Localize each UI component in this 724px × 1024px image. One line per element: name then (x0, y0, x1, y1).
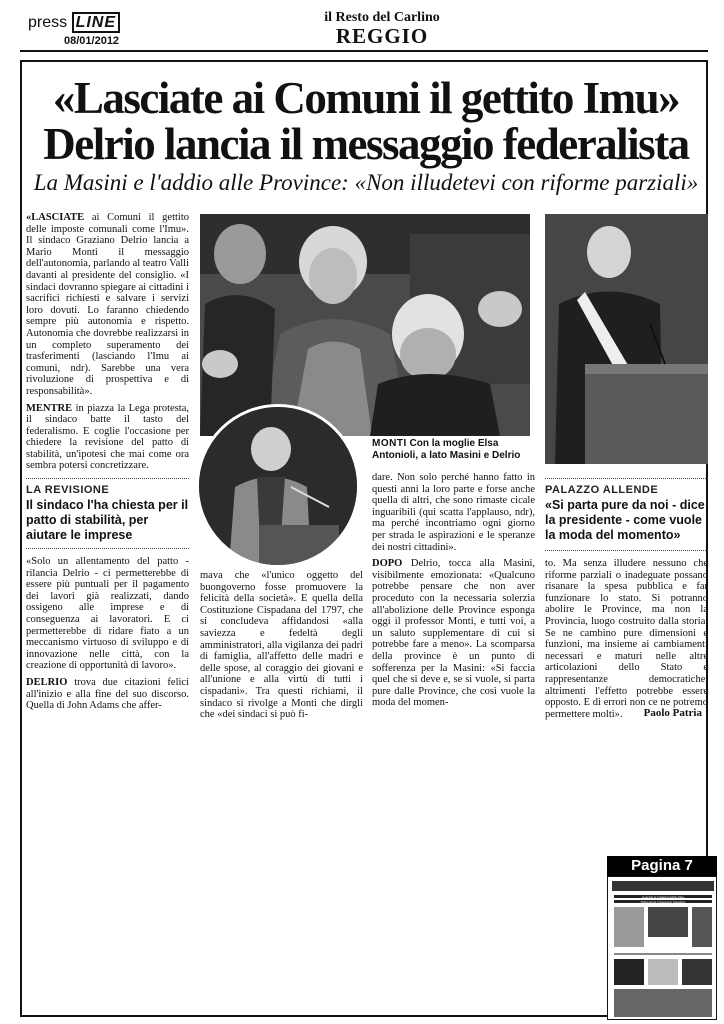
col3-lead-2: DOPO (372, 558, 403, 570)
page-thumbnail-image (608, 877, 717, 1020)
col2-paragraph-1: mava che «l'unico oggetto del buongoverno fosse promuovere la felicità della società». E quella della Costituzione Cispadana del 1797, che si concludeva affidandosi «alla saviezza e fedeltà degli amministratori, alla vigilanza dei padri di famiglia, all'affetto delle madri e delle spose, al coraggio dei giovani e all'unione e alla virtù di tutti i cispadani». Tra questi richiami, il sindaco si rivolge a Monti che dirgli che «dei sindaci si può fi- (200, 570, 363, 721)
column-3 (372, 472, 535, 714)
subhead-right: «Si parta pure da noi - dice la presidente - come vuole la moda del momento» (545, 498, 705, 542)
caption-text: Con la moglie Elsa Antonioli, a lato Masini e Delrio (372, 438, 521, 461)
headline-second: Delrio lancia il messaggio federalista (43, 119, 689, 169)
photo-delrio-podium (545, 214, 708, 464)
page-thumbnail (607, 876, 717, 1020)
col1-text-1: ai Comuni il gettito delle imposte comunali come l'Imu». Il sindaco Graziano Delrio lancia a Mario Monti il messaggio dell'autonomia, parlando al teatro Valli davanti al presidente del consiglio. «I sindaci dovranno spiegare ai cittadini i sacrifici richiesti e salvare i servizi loro dovuti. Lo faranno chiedendo sempre più autonomia e rispetto. Autonomia che dovrebbe realizzarsi in un completo superamento dei trasferimenti (lasciando l'Imu ai comuni, ndr). Sarebbe una vera rivoluzione di prospettiva e di responsabilità». (26, 212, 189, 397)
col4-paragraph-1: to. Ma senza illudere nessuno che riforme parziali o inadeguate possano risanare la spesa pubblica e far funzionare lo stato. Si potranno abolire le Province, ma non la Provincia, luogo costruito dalla storia. Se ne cambino pure dimensioni e funzioni, ma insieme ai cambiamenti necessari e maturi nelle altre articolazioni dello Stato e rappresentanze democratiche, altrimenti l'effetto potrebbe essere opposto. E di errori non ce ne potremo permettere molti». (545, 558, 708, 720)
photo-delrio-podium-image (545, 214, 708, 464)
pressline-logo (28, 14, 120, 32)
col3-paragraph-1: dare. Non solo perché hanno fatto in questi anni la loro parte e forse anche quella di altri, che sono rimaste cicale inguaribili (qui scatta l'applauso, ndr), ma perché incontriamo ogni giorno per strada le aspirazioni e le speranze dei nostri cittadini». (372, 472, 535, 553)
column-2 (200, 570, 363, 726)
subhead-left: Il sindaco l'ha chiesta per il patto di stabilità, per aiutare le imprese (26, 498, 189, 542)
press-date: 08/01/2012 (64, 35, 120, 47)
subheadline: La Masini e l'addio alle Province: «Non illudetevi con riforme parziali» (33, 170, 699, 195)
column-1-lower (26, 556, 189, 717)
photo-caption (372, 438, 538, 462)
col1-paragraph-1 (26, 212, 189, 398)
col3-text-2: Delrio, tocca alla Masini, visibilmente emozionata: «Qualcuno potrebbe pensare che non aver proceduto con la necessaria solerzia all'abolizione delle Province esponga oggi il professor Monti, e tutti voi, a un saluto supplementare di cui si potrebbe fare a meno». La scomparsa della province è un punto di sofferenza per la Masini: «Si faccia quel che si deve e, se si vuole, si parta pure dalle Province, che così vuole la moda del momen- (372, 558, 535, 709)
photo-monti-audience-image (200, 214, 530, 436)
newspaper-name: il Resto del Carlino (324, 10, 440, 25)
newspaper-logo (312, 10, 452, 46)
thumb-headline-2: Delrio lancia il messaggio federalista (640, 900, 686, 904)
line-word: LINE (72, 12, 120, 33)
masthead (20, 6, 708, 52)
divider-left-2 (26, 548, 189, 549)
photo-masini-circle (196, 404, 360, 568)
press-word: press (28, 14, 68, 31)
col1b-paragraph-2 (26, 677, 189, 712)
kicker-right: PALAZZO ALLENDE (545, 484, 659, 496)
edition-name: REGGIO (335, 24, 429, 48)
thumb-headline-1: «Lasciate ai Comuni il gettito Imu» (641, 895, 685, 899)
col1b-lead-2: DELRIO (26, 676, 68, 688)
col1-lead-1: «LASCIATE (26, 212, 85, 223)
col1-paragraph-2 (26, 403, 189, 473)
caption-name: MONTI (372, 438, 407, 449)
photo-monti-audience (200, 214, 530, 436)
divider-right-2 (545, 550, 708, 551)
kicker-left: LA REVISIONE (26, 484, 110, 496)
divider-left (26, 478, 189, 479)
column-4 (545, 558, 708, 725)
author-signature: Paolo Patria (643, 707, 702, 719)
column-1 (26, 212, 189, 477)
page-number-badge: Pagina 7 (607, 856, 717, 876)
headline-main: «Lasciate ai Comuni il gettito Imu» (52, 73, 680, 123)
col1-lead-2: MENTRE (26, 402, 73, 414)
photo-masini-image (199, 407, 357, 565)
col3-paragraph-2 (372, 558, 535, 709)
col1b-paragraph-1: «Solo un allentamento del patto - rilancia Delrio - ci permetterebbe di essere più puntuali per il pagamento dei lavori già realizzati, dando ossigeno alle imprese e di conseguenza ai lavoratori. E ci permetterebbe di ridare fiato a un meccanismo virtuoso di sviluppo e di innovazione nelle città, con la creazione di opportunità di lavoro». (26, 556, 189, 672)
col1b-text-2: trova due citazioni felici all'inizio e alla fine del suo discorso. Quella di John Adams che affer- (26, 676, 189, 712)
divider-right (545, 478, 708, 479)
col1-text-2: in piazza la Lega protesta, il sindaco batte il tasto del federalismo. E coglie l'occasione per chiedere la revisione del patto di stabilità, un'ipotesi che mai come ora sembra potersi concretizzare. (26, 402, 189, 472)
